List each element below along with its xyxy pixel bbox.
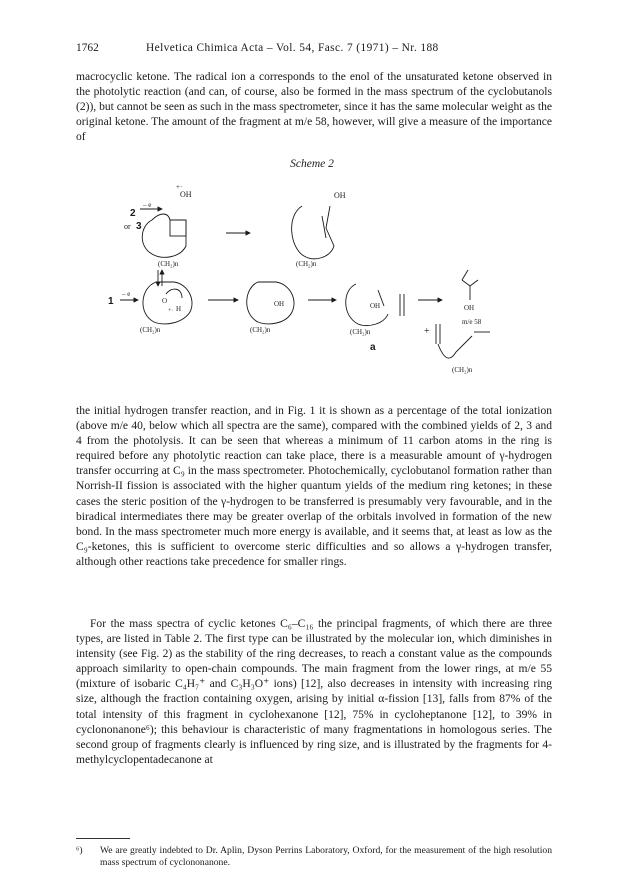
label-charge-bottom: +· [168,308,174,314]
scheme-2-diagram [100,176,540,396]
journal-title: Helvetica Chimica Acta – Vol. 54, Fasc. 7 (1971) – Nr. 188 [146,42,439,54]
label-3: 3 [136,221,142,232]
label-oh-b2: OH [274,300,285,308]
scheme-title: Scheme 2 [290,158,334,170]
page-number: 1762 [76,42,99,54]
label-ring-b2: (CH₂)n [250,326,271,334]
label-oh-top-right: OH [334,191,346,200]
label-o: O [162,297,168,305]
label-minus-e-bottom: – e [122,290,131,298]
paragraph-2: the initial hydrogen transfer reaction, and in Fig. 1 it is shown as a percentage of the total ionization (above m/e 40, below which all spectra are the same), compared with the combined yields of 2, 3 and 4 from the photolysis. It can be seen that whereas a minimum of 11 carbon atoms in the ring is required before any photolytic reaction can take place, there is a measurable amount of γ-hydrogen transfer occurring at C₉ in the mass spectrometer. Photochemically, cyclobutanol formation rather than Norrish-II fission is associated with the higher quantum yields of the medium ring ketones; in these cases the steric position of the γ-hydrogen to be transferred is presumably very favourable, and in the biradical intermediates there may be greater overlap of the orbitals involved in formation of the new bond. In the mass spectrometer much more energy is available, and it seems that, at least as low as the C₉-ketones, this is sufficient to overcome steric difficulties and so allows a γ-hydrogen transfer, although other reactions take precedence for smaller rings. [76,405,552,568]
paragraph-1: macrocyclic ketone. The radical ion a corresponds to the enol of the unsaturated ketone observed in the photolytic reaction (and can, of course, also be formed in the mass spectrum of the cyclobutanols (2)), but cannot be seen as such in the mass spectrometer, since it has the same molecular weight as the original ketone. The amount of the fragment at m/e 58, however, will give a measure of the importance of [76,71,552,144]
footnote-text: We are greatly indebted to Dr. Aplin, Dyson Perrins Laboratory, Oxford, for the measurement of the high resolution mass spectrum of cyclononanone. [100,845,552,868]
label-charge-top: +· [176,183,183,191]
footnote-rule [76,838,130,839]
label-plus: + [424,326,430,337]
label-minus-e-top: – e [143,201,152,209]
label-ring-top-right: (CH₂)n [296,260,317,268]
label-1: 1 [108,296,114,307]
label-oh-top-left: OH [180,190,192,199]
biradical-ring [247,282,294,324]
ketone-ring [143,282,192,324]
label-ring-b3: (CH₂)n [350,328,371,336]
label-h: H [176,305,182,313]
label-a: a [370,342,376,353]
label-2: 2 [130,208,136,219]
enol-ring [292,206,334,259]
label-ring-top-left: (CH₂)n [158,260,179,268]
label-ring-b1: (CH₂)n [140,326,161,334]
paragraph-3: For the mass spectra of cyclic ketones C₆–C₁₆ the principal fragments, of which there are three types, are listed in Table 2. The first type can be illustrated by the molecular ion, which diminishes in intensity (see Fig. 2) as the stability of the ring decreases, to reach a constant value as the compounds approach similarity to open-chain compounds. The main fragment from the lower rings, at m/e 55 (mixture of isobaric C₄H₇⁺ and C₃H₃O⁺ ions) [12], also decreases in intensity with increasing ring size, although the fraction containing oxygen, arising by initial α-fission [13], falls from 87% of the total intensity of this fragment in cyclohexanone [12], 75% in cycloheptanone [12], to 39% in cyclononanone⁶); this behaviour is characteristic of many fragmentations in homologous series. The second group of fragments clearly is influenced by ring size, and is illustrated by the fragments for 4-methylcyclopentadecanone at [76,618,552,766]
label-ring-b5: (CH₂)n [452,366,473,374]
footnote-mark: ⁶) [76,845,83,856]
label-me58: m/e 58 [462,318,482,326]
label-or: or [124,222,131,231]
radical-ion-ring [346,284,388,326]
label-oh-b4: OH [464,304,475,312]
cyclobutane-box [170,220,186,236]
label-oh-b3: OH [370,302,381,310]
